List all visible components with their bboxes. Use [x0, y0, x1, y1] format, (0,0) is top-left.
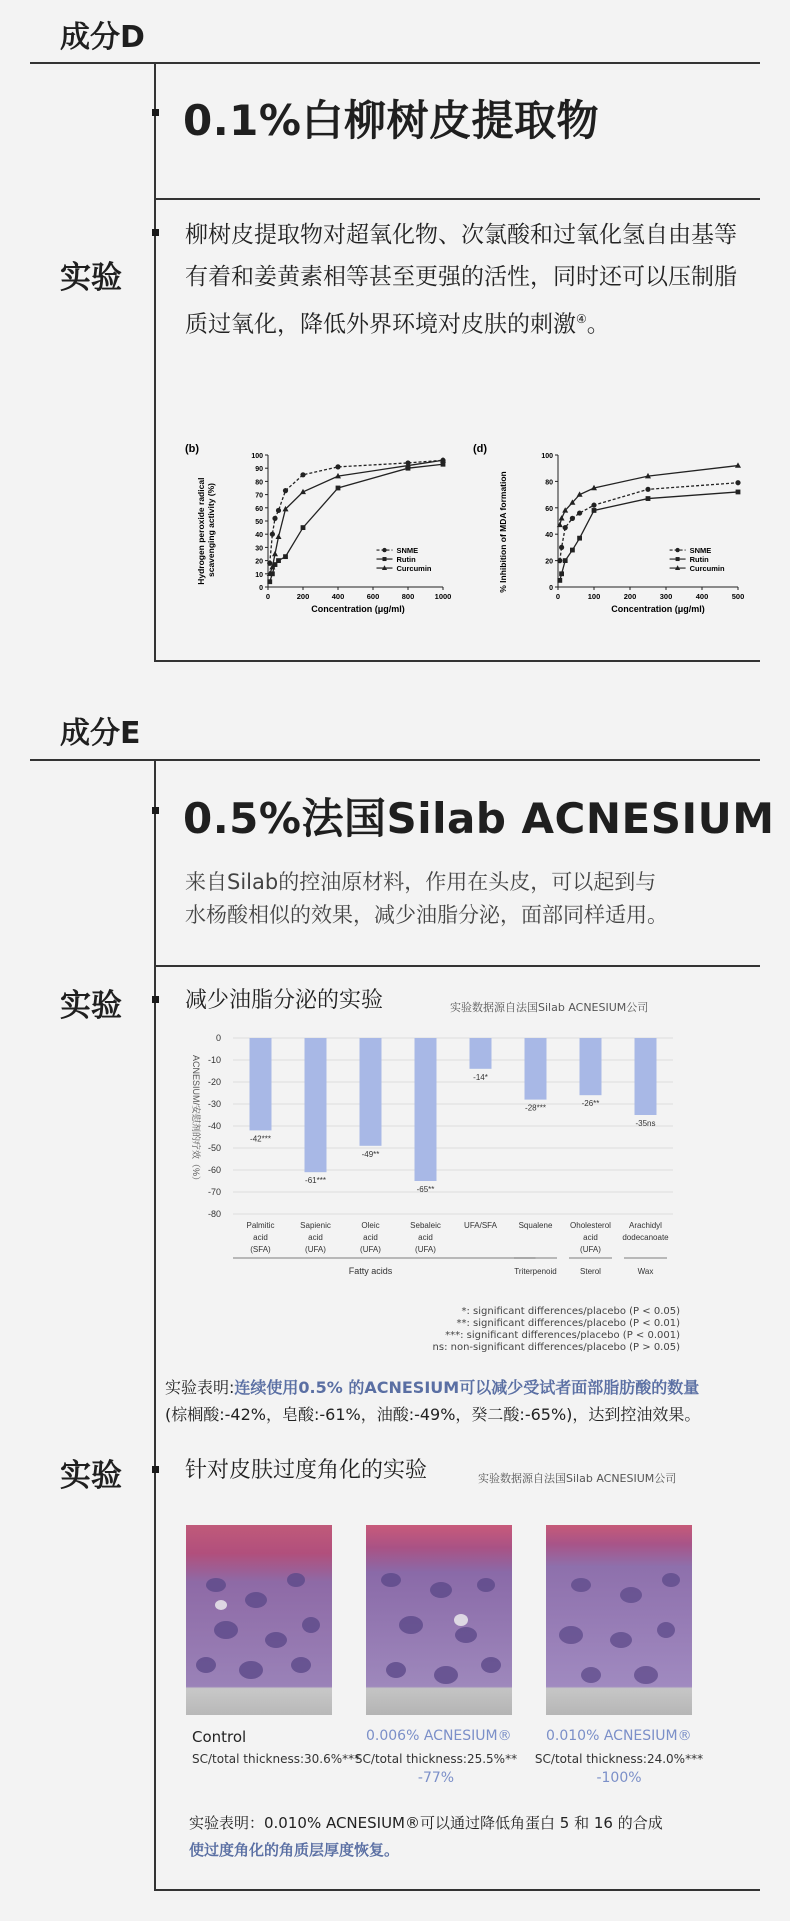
x-axis-label: Concentration (μg/ml) [311, 604, 405, 614]
data-point [559, 515, 565, 520]
category-label: Oleic [361, 1221, 380, 1230]
y-tick-label: 0 [259, 585, 263, 592]
bar [580, 1038, 602, 1095]
histology-control-picture [186, 1525, 332, 1715]
y-axis-label: % Inhibition of MDA formation [498, 471, 508, 593]
result-prefix: 实验表明: [165, 1378, 235, 1397]
image-title: 0.006% ACNESIUM® [366, 1728, 512, 1744]
intro-line: 水杨酸相似的效果，减少油脂分泌，面部同样适用。 [185, 903, 668, 927]
bar-value-label: -65** [416, 1185, 435, 1194]
y-tick-label: 10 [255, 571, 263, 579]
image-title: Control [192, 1728, 247, 1746]
data-point [570, 516, 575, 521]
data-point [336, 486, 341, 491]
scavenging-chart [180, 440, 460, 620]
data-point [559, 571, 564, 576]
y-tick-label: -10 [207, 1055, 221, 1065]
bar [415, 1038, 437, 1181]
category-label: dodecanoate [622, 1233, 669, 1242]
y-tick-label: 100 [541, 453, 553, 460]
data-point [283, 488, 288, 493]
data-point [276, 534, 282, 539]
divider [30, 759, 760, 761]
data-point [335, 464, 340, 469]
image-change: -100% [596, 1770, 642, 1786]
mda-chart [468, 440, 758, 620]
data-point [646, 496, 651, 501]
y-tick-label: 100 [251, 453, 263, 460]
category-label: acid [583, 1233, 598, 1242]
y-tick-label: 80 [545, 479, 553, 487]
category-label: Oholesterol [570, 1221, 611, 1230]
y-axis-label-line2: scavenging activity (%) [206, 482, 216, 578]
data-point [645, 487, 650, 492]
panel-label: (b) [185, 443, 200, 455]
data-point [272, 551, 278, 556]
category-label: Squalene [518, 1221, 553, 1230]
data-point [736, 490, 741, 495]
y-tick-label: 40 [255, 532, 263, 540]
category-label: (UFA) [360, 1245, 381, 1254]
description-end: 。 [586, 311, 610, 338]
plot-area [251, 453, 451, 601]
data-point [272, 516, 277, 521]
divider [154, 1889, 760, 1891]
sebum-bar-chart [185, 1028, 685, 1290]
y-tick-label: -70 [207, 1187, 221, 1197]
y-tick-label: -50 [207, 1143, 221, 1153]
legend-label: SNME [689, 546, 712, 556]
bar-value-label: -42*** [250, 1134, 271, 1144]
image-thickness: SC/total thickness:25.5%** [354, 1752, 518, 1766]
category-label: Palmitic [246, 1221, 275, 1230]
y-tick-label: 80 [255, 479, 263, 487]
bar-value-label: -26** [581, 1099, 600, 1109]
category-label: Arachidyl [629, 1221, 662, 1230]
data-point [563, 525, 568, 530]
x-tick-label: 400 [331, 592, 345, 601]
significance-line: ***: significant differences/placebo (P < 0.001) [445, 1330, 680, 1341]
data-point [267, 561, 272, 566]
y-tick-label: 90 [255, 466, 263, 474]
divider [154, 660, 760, 662]
product-intro [185, 866, 668, 932]
legend-marker [382, 548, 386, 552]
data-point [301, 525, 306, 530]
bar [525, 1038, 547, 1100]
category-label: acid [363, 1233, 378, 1242]
y-tick-label: 40 [545, 532, 553, 540]
vertical-rule [154, 759, 156, 1890]
data-point [267, 579, 272, 584]
y-tick-label: 60 [545, 505, 553, 513]
intro-line: 来自Silab的控油原材料，作用在头皮，可以起到与 [185, 870, 657, 894]
bar-value-label: -35ns [635, 1119, 656, 1128]
data-point [276, 558, 281, 563]
section-e-title: 成分E [60, 716, 141, 751]
result-line: 实验表明：0.010% ACNESIUM®可以通过降低角蛋白 5 和 16 的合成 [189, 1814, 663, 1832]
section-d-title: 成分D [60, 20, 145, 55]
result-detail: (棕榈酸:-42%，皂酸:-61%，油酸:-49%，癸二酸:-65%)，达到控油效果。 [165, 1405, 701, 1424]
category-label: (UFA) [305, 1245, 326, 1254]
category-label: (UFA) [580, 1245, 601, 1254]
data-source-note: 实验数据源自法国Silab ACNESIUM公司 [478, 1472, 677, 1485]
image-title: 0.010% ACNESIUM® [546, 1728, 692, 1744]
experiment-title: 减少油脂分泌的实验 [185, 988, 384, 1013]
data-point [563, 558, 568, 563]
legend-marker [383, 557, 387, 561]
legend-label: Curcumin [396, 564, 432, 574]
footnote-marker: ④ [576, 312, 587, 326]
x-tick-label: 300 [659, 592, 673, 601]
group-label: Fatty acids [348, 1266, 393, 1276]
bar [470, 1038, 492, 1069]
data-point [559, 545, 564, 550]
y-tick-label: 20 [545, 558, 553, 566]
data-point [735, 480, 740, 485]
description-text: 柳树皮提取物对超氧化物、次氯酸和过氧化氢自由基等有着和姜黄素相等甚至更强的活性，同时还可以压制脂质过氧化，降低外界环境对皮肤的刺激 [185, 222, 737, 338]
divider [154, 965, 760, 967]
x-tick-label: 200 [623, 592, 637, 601]
y-tick-label: -30 [207, 1099, 221, 1109]
category-label: UFA/SFA [464, 1221, 497, 1230]
x-tick-label: 0 [555, 592, 561, 601]
experiment-description [185, 214, 745, 346]
experiment-result [189, 1810, 749, 1864]
legend-label: Curcumin [689, 564, 725, 574]
histology-image-0006 [366, 1525, 512, 1715]
product-title: 0.5%法国Silab ACNESIUM [183, 794, 775, 843]
y-tick-label: -40 [207, 1121, 221, 1131]
divider [154, 198, 760, 200]
series-line-curcumin [560, 466, 738, 525]
result-highlight: 连续使用0.5% 的ACNESIUM可以减少受试者面部脂肪酸的数量 [234, 1378, 700, 1397]
x-tick-label: 400 [695, 592, 709, 601]
image-thickness: SC/total thickness:30.6%*** [192, 1752, 361, 1766]
bar [635, 1038, 657, 1115]
bar [305, 1038, 327, 1172]
experiment-result [165, 1374, 765, 1428]
legend-marker [675, 548, 679, 552]
legend-label: SNME [396, 546, 419, 556]
category-label: acid [418, 1233, 433, 1242]
result-highlight: 使过度角化的角质层厚度恢复。 [189, 1841, 400, 1859]
bullet-icon [152, 1466, 159, 1473]
bullet-icon [152, 996, 159, 1003]
bar-value-label: -49** [361, 1149, 380, 1159]
x-tick-label: 200 [296, 592, 310, 601]
legend-marker [676, 557, 680, 561]
vertical-rule [154, 62, 156, 660]
experiment-label: 实验 [60, 988, 122, 1024]
bar [360, 1038, 382, 1146]
experiment-title: 针对皮肤过度角化的实验 [185, 1458, 428, 1483]
y-tick-label: 30 [255, 545, 263, 553]
legend-label: Rutin [396, 555, 416, 565]
significance-legend [380, 1306, 680, 1354]
x-tick-label: 500 [731, 592, 745, 601]
y-tick-label: 0 [215, 1033, 221, 1043]
group-label: Wax [637, 1267, 654, 1276]
legend-label: Rutin [689, 555, 709, 565]
histology-0010-picture [546, 1525, 692, 1715]
bar [250, 1038, 272, 1130]
significance-line: ns: non-significant differences/placebo (P > 0.05) [432, 1342, 680, 1353]
y-tick-label: -80 [207, 1209, 221, 1219]
data-point [577, 536, 582, 541]
category-label: acid [253, 1233, 268, 1242]
bar-value-label: -14* [473, 1072, 488, 1082]
category-label: acid [308, 1233, 323, 1242]
group-label: Triterpenoid [514, 1267, 557, 1276]
data-point [592, 508, 597, 513]
y-tick-label: -60 [207, 1165, 221, 1175]
data-point [557, 558, 562, 563]
category-label: Sapienic [300, 1221, 331, 1230]
data-point [276, 508, 281, 513]
bullet-icon [152, 807, 159, 814]
data-point [300, 472, 305, 477]
y-tick-label: 50 [255, 519, 263, 526]
significance-line: **: significant differences/placebo (P < 0.01) [456, 1318, 680, 1329]
data-point [591, 503, 596, 508]
category-label: Sebaleic [410, 1221, 441, 1230]
experiment-label: 实验 [60, 260, 122, 296]
plot-area [541, 453, 744, 601]
x-tick-label: 100 [587, 592, 601, 601]
histology-image-0010 [546, 1525, 692, 1715]
panel-label: (d) [473, 443, 488, 455]
data-point [283, 554, 288, 559]
x-tick-label: 600 [366, 592, 380, 601]
image-change: -77% [417, 1770, 455, 1786]
group-label: Sterol [580, 1267, 601, 1276]
significance-line: *: significant differences/placebo (P < 0.05) [461, 1306, 680, 1317]
experiment-label: 实验 [60, 1458, 122, 1494]
bar-value-label: -28*** [525, 1103, 546, 1113]
y-tick-label: 20 [255, 558, 263, 566]
x-tick-label: 0 [265, 592, 271, 601]
data-point [557, 578, 562, 583]
y-tick-label: 0 [549, 585, 553, 592]
data-point [735, 462, 741, 467]
y-tick-label: -20 [207, 1077, 221, 1087]
histology-0006-picture [366, 1525, 512, 1715]
data-point [270, 532, 275, 537]
divider [30, 62, 760, 64]
plot-area [208, 1033, 673, 1276]
bar-value-label: -61*** [305, 1176, 326, 1186]
x-tick-label: 1000 [434, 592, 452, 601]
product-title: 0.1%白柳树皮提取物 [183, 96, 599, 145]
y-axis-label-line1: Hydrogen peroxide radical [196, 477, 206, 585]
category-label: (UFA) [415, 1245, 436, 1254]
bullet-icon [152, 109, 159, 116]
category-label: (SFA) [250, 1245, 271, 1254]
x-axis-label: Concentration (μg/ml) [611, 604, 705, 614]
data-point [577, 510, 582, 515]
data-point [570, 548, 575, 553]
y-tick-label: 70 [255, 492, 263, 500]
data-point [441, 462, 446, 467]
x-tick-label: 800 [401, 592, 415, 601]
y-axis-label: ACNESIUM/安慰剂的疗效（%） [191, 1054, 201, 1186]
y-tick-label: 60 [255, 505, 263, 513]
histology-image-control [186, 1525, 332, 1715]
data-source-note: 实验数据源自法国Silab ACNESIUM公司 [450, 1001, 649, 1014]
bullet-icon [152, 229, 159, 236]
series-line-curcumin [270, 460, 443, 574]
image-thickness: SC/total thickness:24.0%*** [534, 1752, 704, 1766]
y-axis-label [196, 475, 216, 585]
